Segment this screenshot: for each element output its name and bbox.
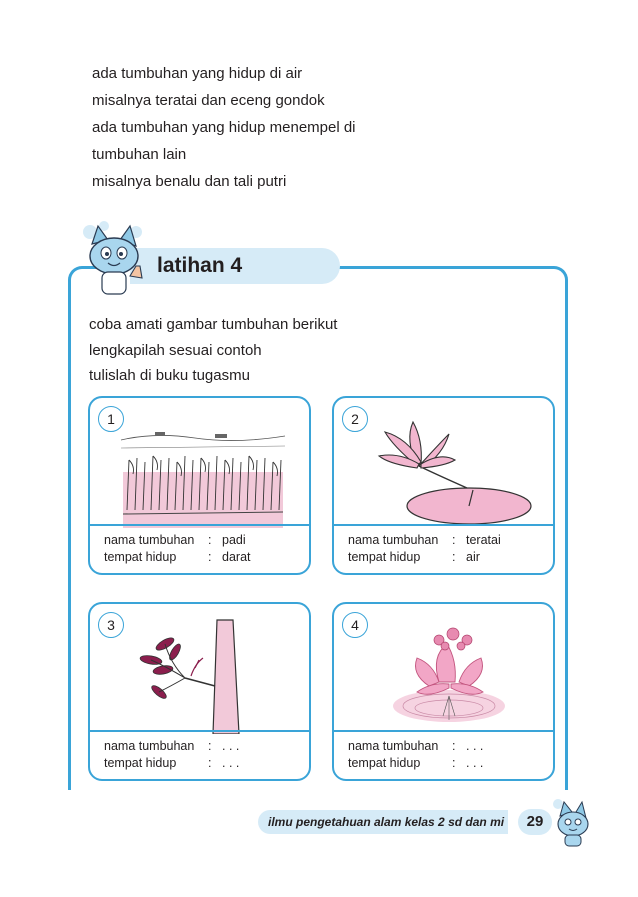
section-title: latihan 4 [157,254,243,277]
colon: : [452,533,456,547]
mistletoe-on-tree-illustration [115,616,290,734]
book-title: ilmu pengetahuan alam kelas 2 sd dan mi [268,815,505,829]
instructions [89,312,489,389]
card-info [90,524,309,573]
instruction-line-2: lengkapilah sesuai contoh [89,341,262,359]
plant-name-value: padi [222,533,246,547]
plant-name-value: . . . [466,739,484,753]
colon: : [452,739,456,753]
habitat-label: tempat hidup [348,756,421,770]
intro-line-5: misalnya benalu dan tali putri [92,173,287,190]
page-number: 29 [518,809,552,835]
colon: : [208,756,212,770]
plant-name-row [348,532,553,549]
plant-name-label: nama tumbuhan [348,533,439,547]
card-info [90,730,309,779]
cat-scientist-mascot-icon [74,218,154,302]
habitat-label: tempat hidup [104,756,177,770]
habitat-value: air [466,550,480,564]
habitat-row [104,549,309,566]
intro-line-4: tumbuhan lain [92,146,187,163]
plant-name-row [104,738,309,755]
habitat-row [348,755,553,772]
habitat-row [104,755,309,772]
cat-mascot-icon [550,796,594,848]
card-number: 1 [98,406,124,432]
plant-name-value: teratai [466,533,501,547]
exercise-card-4 [332,602,555,781]
colon: : [208,739,212,753]
plant-name-row [104,532,309,549]
instruction-line-1: coba amati gambar tumbuhan berikut [89,316,338,333]
habitat-label: tempat hidup [104,550,177,564]
habitat-value: . . . [222,756,240,770]
card-number: 2 [342,406,368,432]
exercise-card-3 [88,602,311,781]
exercise-card-1 [88,396,311,575]
card-number: 4 [342,612,368,638]
intro-line-1: ada tumbuhan yang hidup di air [92,65,303,82]
card-info [334,524,553,573]
instruction-line-3: tulislah di buku tugasmu [89,367,250,384]
intro-line-3: ada tumbuhan yang hidup menempel di [92,119,356,136]
plant-name-row [348,738,553,755]
plant-name-label: nama tumbuhan [104,739,195,753]
plant-name-value: . . . [222,739,240,753]
colon: : [208,550,212,564]
card-info [334,730,553,779]
habitat-value: darat [222,550,251,564]
habitat-value: . . . [466,756,484,770]
colon: : [452,550,456,564]
plant-name-label: nama tumbuhan [104,533,195,547]
colon: : [208,533,212,547]
exercise-card-2 [332,396,555,575]
habitat-label: tempat hidup [348,550,421,564]
intro-text [92,62,512,197]
plant-name-label: nama tumbuhan [348,739,439,753]
intro-line-2: misalnya teratai dan eceng gondok [92,92,325,109]
rice-field-illustration [115,410,290,528]
floating-flower-illustration [359,616,534,734]
card-number: 3 [98,612,124,638]
colon: : [452,756,456,770]
habitat-row [348,549,553,566]
water-lily-illustration [359,410,534,528]
